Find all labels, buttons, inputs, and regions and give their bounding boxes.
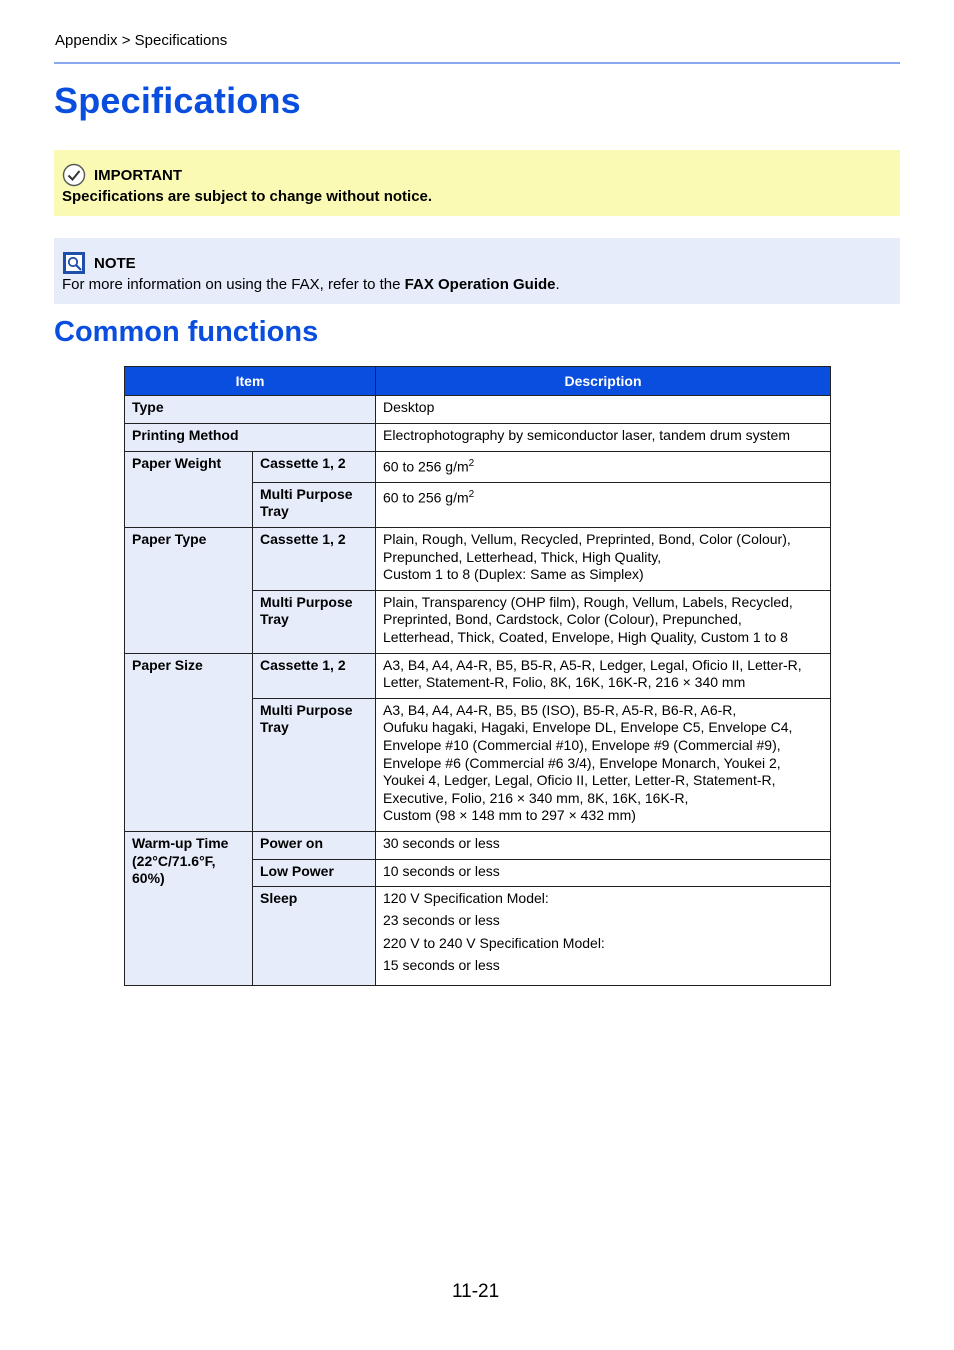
unit-superscript: 2 — [468, 488, 475, 500]
text-line: 220 V to 240 V Specification Model: — [383, 934, 605, 951]
note-text-after: . — [555, 276, 560, 293]
text-line: Oufuku hagaki, Hagaki, Envelope DL, Envelope C5, Envelope C4, — [383, 719, 793, 736]
value-paper-weight-cassette — [376, 451, 831, 482]
header-item: Item — [125, 367, 376, 396]
unit-superscript: 2 — [468, 457, 475, 469]
text-line: Youkei 4, Ledger, Legal, Oficio II, Letter, Letter-R, Statement-R, — [383, 772, 776, 789]
text-line: Envelope #6 (Commercial #6 3/4), Envelope Monarch, Youkei 2, — [383, 754, 781, 771]
text-line: (22°C/71.6°F, — [132, 852, 216, 869]
value-sleep — [376, 887, 831, 986]
value-low-power: 10 seconds or less — [376, 859, 831, 887]
row-label-type: Type — [125, 396, 376, 424]
note-heading — [62, 251, 136, 275]
important-text: Specifications are subject to change without notice. — [62, 188, 433, 205]
text-line: Prepunched, Letterhead, Thick, High Quality, — [383, 548, 662, 565]
table-row — [125, 396, 831, 424]
check-circle-icon — [62, 163, 86, 187]
row-label-paper-type: Paper Type — [125, 528, 253, 654]
value-paper-weight-mpt — [376, 482, 831, 527]
text-line: Envelope #10 (Commercial #10), Envelope #9 (Commercial #9), — [383, 736, 781, 753]
value-power-on: 30 seconds or less — [376, 831, 831, 859]
text-line: 23 seconds or less — [383, 912, 500, 929]
row-value-printing-method: Electrophotography by semiconductor laser, tandem drum system — [376, 424, 831, 452]
header-rule — [54, 62, 900, 64]
sublabel-sleep: Sleep — [253, 887, 376, 986]
value-paper-type-mpt — [376, 590, 831, 653]
header-description: Description — [376, 367, 831, 396]
text-line: Executive, Folio, 216 × 340 mm, 8K, 16K, 16K-R, — [383, 789, 689, 806]
text-line: Plain, Rough, Vellum, Recycled, Preprinted, Bond, Color (Colour), — [383, 531, 791, 548]
sublabel-cassette: Cassette 1, 2 — [253, 451, 376, 482]
sublabel-cassette: Cassette 1, 2 — [253, 653, 376, 698]
note-box — [54, 238, 900, 304]
text-line: Letterhead, Thick, Coated, Envelope, High Quality, Custom 1 to 8 — [383, 629, 788, 645]
page-number: 11-21 — [452, 1281, 500, 1302]
note-text-before: For more information on using the FAX, refer to the — [62, 276, 405, 293]
paper-weight-mpt-text: 60 to 256 g/m — [383, 489, 469, 506]
text-line: Custom (98 × 148 mm to 297 × 432 mm) — [383, 807, 636, 824]
row-value-type: Desktop — [376, 396, 831, 424]
text-line: 15 seconds or less — [383, 956, 500, 973]
text-line: 120 V Specification Model: — [383, 890, 549, 907]
sublabel-low-power: Low Power — [253, 859, 376, 887]
text-line: 60%) — [132, 870, 165, 887]
specifications-table — [124, 366, 831, 986]
table-header-row — [125, 367, 831, 396]
note-label: NOTE — [94, 254, 136, 272]
important-heading — [62, 163, 182, 187]
breadcrumb: Appendix > Specifications — [55, 32, 228, 49]
page-title: Specifications — [54, 80, 301, 121]
text-line: Plain, Transparency (OHP film), Rough, Vellum, Labels, Recycled, — [383, 593, 793, 610]
text-line: Custom 1 to 8 (Duplex: Same as Simplex) — [383, 566, 644, 583]
important-label: IMPORTANT — [94, 166, 183, 184]
value-paper-size-mpt — [376, 698, 831, 831]
sublabel-multi-purpose-tray: Multi Purpose Tray — [253, 698, 376, 831]
text-line: Preprinted, Bond, Cardstock, Color (Colour), Prepunched, — [383, 611, 742, 628]
table-row — [125, 831, 831, 859]
note-icon — [62, 251, 86, 275]
fax-guide-reference: FAX Operation Guide — [404, 276, 556, 293]
row-label-warmup-time — [125, 831, 253, 985]
important-box — [54, 150, 900, 216]
sublabel-power-on: Power on — [253, 831, 376, 859]
text-line: Warm-up Time — [132, 834, 229, 851]
table-row — [125, 528, 831, 591]
table-row — [125, 451, 831, 482]
text-line: A3, B4, A4, A4-R, B5, B5-R, A5-R, Ledger, Legal, Oficio II, Letter-R, — [383, 656, 802, 673]
text-line: A3, B4, A4, A4-R, B5, B5 (ISO), B5-R, A5-R, B6-R, A6-R, — [383, 701, 737, 718]
table-row — [125, 424, 831, 452]
row-label-paper-weight: Paper Weight — [125, 451, 253, 527]
note-text — [62, 276, 560, 293]
section-title: Common functions — [54, 316, 319, 348]
row-label-paper-size: Paper Size — [125, 653, 253, 831]
value-paper-size-cassette — [376, 653, 831, 698]
row-label-printing-method: Printing Method — [125, 424, 376, 452]
text-line: Letter, Statement-R, Folio, 8K, 16K, 16K-R, 216 × 340 mm — [383, 674, 746, 691]
sublabel-multi-purpose-tray: Multi Purpose Tray — [253, 590, 376, 653]
sublabel-cassette: Cassette 1, 2 — [253, 528, 376, 591]
paper-weight-cassette-text: 60 to 256 g/m — [383, 458, 469, 475]
table-row — [125, 653, 831, 698]
value-paper-type-cassette — [376, 528, 831, 591]
sublabel-multi-purpose-tray: Multi Purpose Tray — [253, 482, 376, 527]
